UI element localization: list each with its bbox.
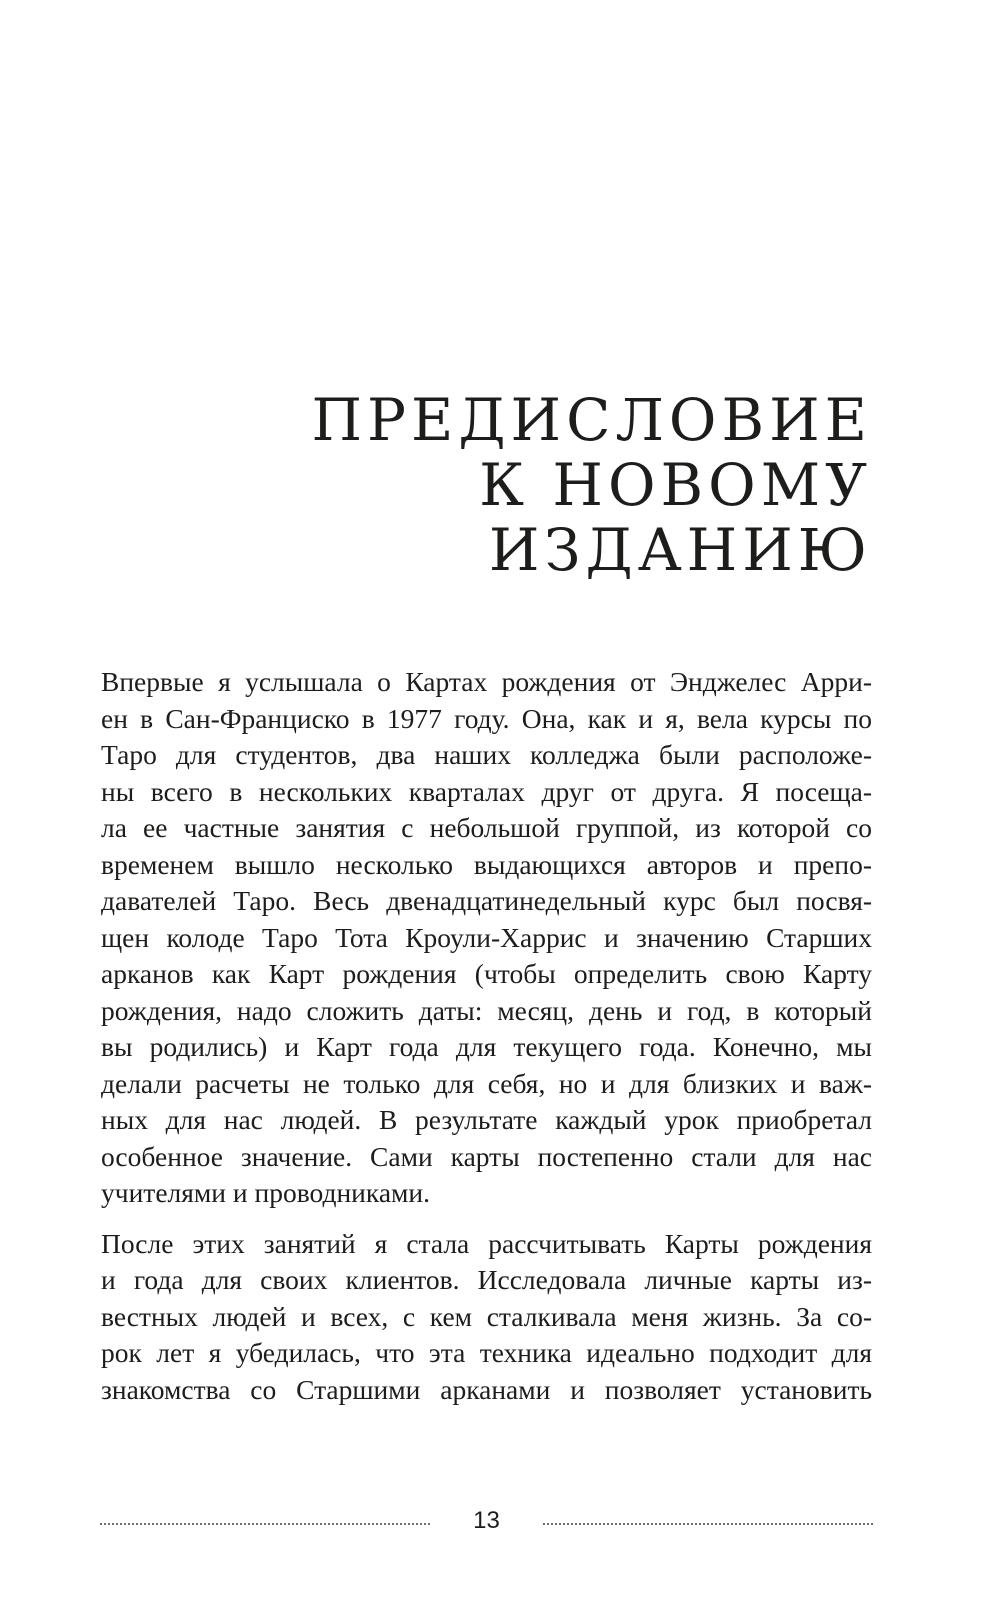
text-line: учителями и проводниками. bbox=[101, 1177, 431, 1208]
page-number: 13 bbox=[473, 1507, 500, 1534]
text-line: арканов как Карт рождения (чтобы определить свою Карту bbox=[101, 958, 872, 989]
chapter-title-line: К НОВОМУ bbox=[479, 451, 872, 519]
text-line: ных для нас людей. В результате каждый урок приобретал bbox=[101, 1104, 872, 1135]
text-line: Таро для студентов, два наших колледжа были расположе- bbox=[101, 739, 872, 770]
chapter-title bbox=[112, 388, 872, 583]
text-line: ла ее частные занятия с небольшой группой, из которой со bbox=[101, 812, 872, 843]
chapter-title-line: ИЗДАНИЮ bbox=[488, 516, 872, 584]
text-line: ен в Сан-Франциско в 1977 году. Она, как и я, вела курсы по bbox=[101, 702, 872, 734]
text-line: вы родились) и Карт года для текущего года. Конечно, мы bbox=[101, 1031, 872, 1062]
text-line: щен колоде Таро Тота Кроули-Харрис и значению Старших bbox=[101, 921, 872, 953]
text-line: рок лет я убедилась, что эта техника идеально подходит для bbox=[101, 1337, 872, 1368]
text-line: и года для своих клиентов. Исследовала личные карты из- bbox=[101, 1264, 872, 1295]
text-line: ны всего в нескольких кварталах друг от друга. Я посеща- bbox=[101, 775, 872, 807]
chapter-title-line: ПРЕДИСЛОВИЕ bbox=[311, 386, 872, 454]
text-line: знакомства со Старшими арканами и позволяет установить bbox=[101, 1373, 872, 1405]
text-line: особенное значение. Сами карты постепенно стали для нас bbox=[101, 1140, 872, 1172]
paragraph bbox=[101, 1226, 872, 1409]
text-line: делали расчеты не только для себя, но и для близких и важ- bbox=[101, 1067, 872, 1099]
paragraph bbox=[101, 664, 872, 1212]
text-line: вестных людей и всех, с кем сталкивала меня жизнь. За со- bbox=[101, 1300, 872, 1332]
text-line: рождения, надо сложить даты: месяц, день и год, в который bbox=[101, 994, 872, 1026]
text-line: временем вышло несколько выдающихся авторов и препо- bbox=[101, 848, 872, 880]
text-line: Впервые я услышала о Картах рождения от Энджелес Арри- bbox=[101, 666, 872, 697]
footer-dotted-rule-right bbox=[543, 1523, 873, 1525]
body-text bbox=[101, 664, 872, 1408]
text-line: После этих занятий я стала рассчитывать Карты рождения bbox=[101, 1227, 872, 1259]
text-line: давателей Таро. Весь двенадцатинедельный курс был посвя- bbox=[101, 885, 872, 916]
page-footer bbox=[100, 1506, 873, 1536]
